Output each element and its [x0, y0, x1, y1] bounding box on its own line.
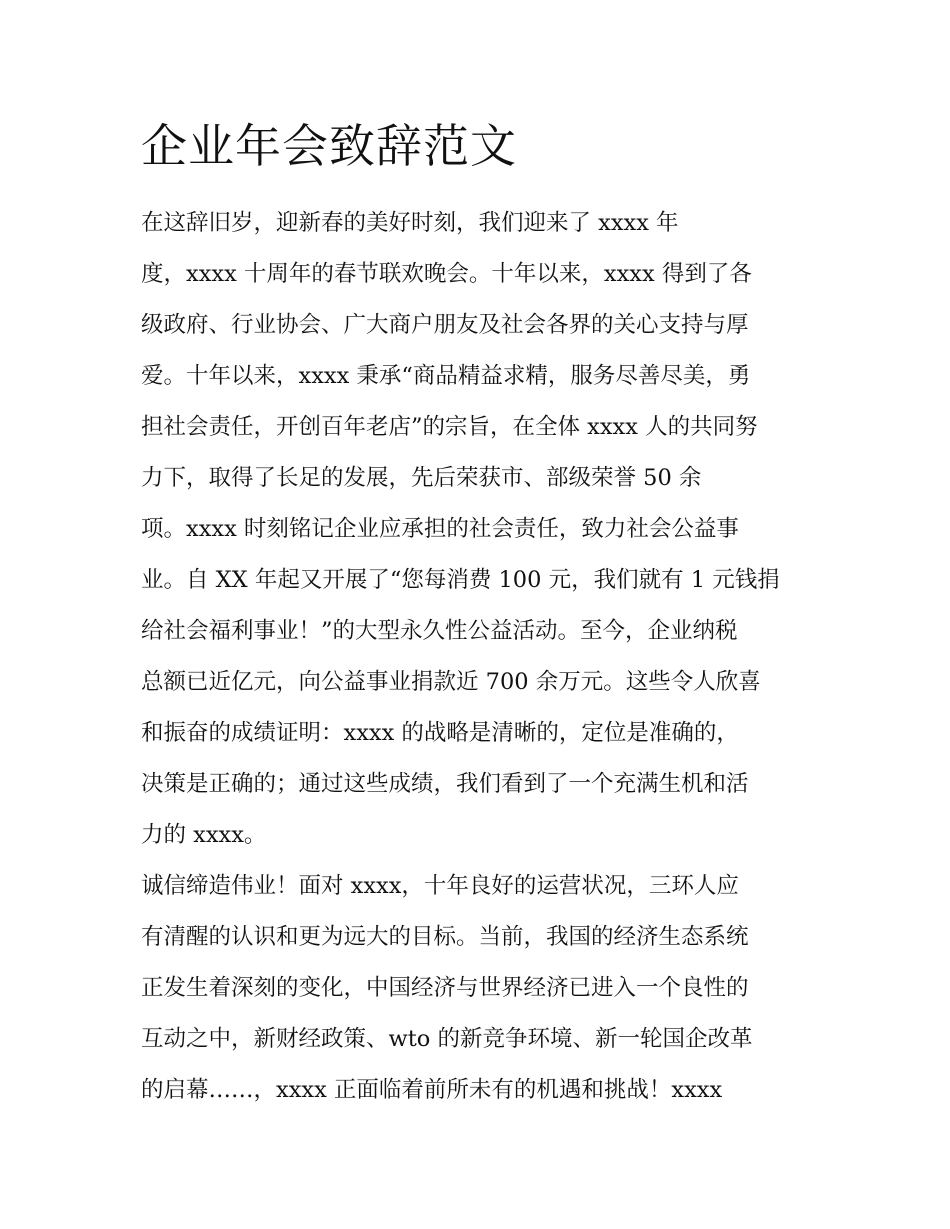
- body-line: 总额已近亿元，向公益事业捐款近 700 余万元。这些令人欣喜: [141, 669, 761, 695]
- body-line: 担社会责任，开创百年老店”的宗旨，在全体 xxxx 人的共同努: [141, 414, 758, 440]
- document-body: [141, 198, 821, 1116]
- body-line: 级政府、行业协会、广大商户朋友及社会各界的关心支持与厚: [141, 312, 749, 338]
- body-line: 在这辞旧岁，迎新春的美好时刻，我们迎来了 xxxx 年: [141, 210, 679, 236]
- body-line: 度，xxxx 十周年的春节联欢晚会。十年以来，xxxx 得到了各: [141, 261, 752, 287]
- body-line: 爱。十年以来，xxxx 秉承“商品精益求精，服务尽善尽美，勇: [141, 363, 751, 389]
- body-line: 业。自 XX 年起又开展了“您每消费 100 元，我们就有 1 元钱捐: [141, 567, 780, 593]
- body-line: 给社会福利事业！”的大型永久性公益活动。至今，企业纳税: [141, 618, 738, 644]
- body-line: 和振奋的成绩证明：xxxx 的战略是清晰的，定位是准确的，: [141, 720, 739, 746]
- body-line: 有清醒的认识和更为远大的目标。当前，我国的经济生态系统: [141, 924, 749, 950]
- body-line: 正发生着深刻的变化，中国经济与世界经济已进入一个良性的: [141, 975, 749, 1001]
- body-line: 力下，取得了长足的发展，先后荣获市、部级荣誉 50 余: [141, 465, 702, 491]
- body-line: 互动之中，新财经政策、wto 的新竞争环境、新一轮国企改革: [141, 1026, 753, 1052]
- document-title: 企业年会致辞范文: [141, 119, 517, 173]
- body-line: 力的 xxxx。: [141, 822, 267, 848]
- body-line: 的启幕……，xxxx 正面临着前所未有的机遇和挑战！xxxx: [141, 1077, 723, 1103]
- body-line: 项。xxxx 时刻铭记企业应承担的社会责任，致力社会公益事: [141, 516, 739, 542]
- body-line: 决策是正确的；通过这些成绩，我们看到了一个充满生机和活: [141, 771, 749, 797]
- body-line: 诚信缔造伟业！面对 xxxx，十年良好的运营状况，三环人应: [141, 873, 739, 899]
